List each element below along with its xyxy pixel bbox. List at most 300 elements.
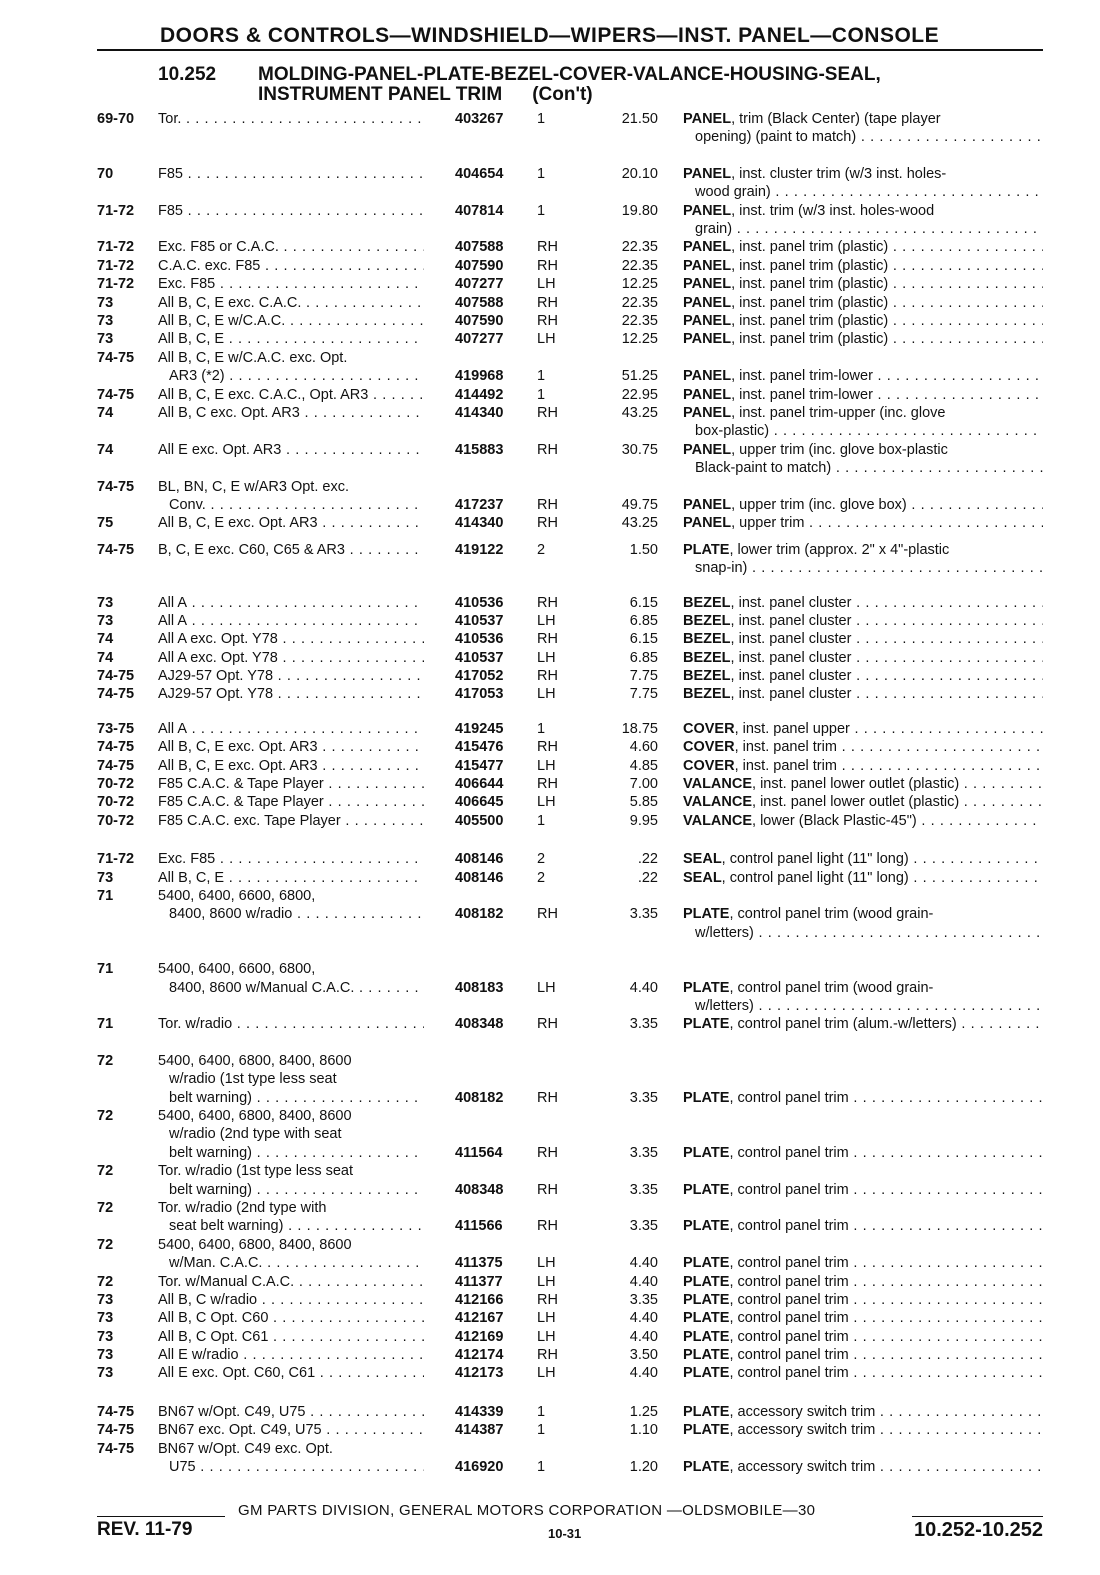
footer-rule-right [912, 1516, 1043, 1517]
model-years: 74-75 [97, 386, 135, 403]
description-text: control panel trim [737, 1181, 849, 1198]
part-entry [0, 1199, 1100, 1236]
description-text: control panel trim (alum.-w/letters) [737, 1016, 957, 1033]
description-text: Black-paint to match) [695, 460, 832, 477]
quantity: RH [537, 515, 558, 532]
application-line: Tor. w/Manual C.A.C. . . . [158, 1273, 424, 1291]
description-line: BEZEL, inst. panel cluster . . . [683, 667, 1043, 685]
part-entry [0, 685, 1100, 703]
price: 4.85 [629, 757, 658, 774]
price: 6.15 [629, 631, 658, 648]
description-text: upper trim (inc. glove box) [739, 496, 907, 513]
part-number: 412166 [455, 1291, 504, 1308]
description-line: SEAL, control panel light (11" long) . . . [683, 850, 1043, 868]
part-entry [0, 441, 1100, 478]
price: 21.50 [621, 111, 658, 127]
part-number: 406645 [455, 794, 504, 811]
price: .22 [637, 869, 658, 886]
application-line: All A . . . [158, 720, 424, 738]
description-line [683, 183, 1043, 201]
application [158, 1328, 424, 1346]
part-entry [0, 1015, 1100, 1033]
part-number: 410536 [455, 594, 504, 611]
price: 9.95 [629, 812, 658, 829]
quantity: LH [537, 757, 556, 774]
price: 20.10 [621, 165, 658, 182]
part-name: VALANCE [683, 776, 753, 793]
application [158, 649, 424, 667]
description-line: COVER, inst. panel upper . . . [683, 720, 1043, 738]
part-number: 407588 [455, 294, 504, 311]
part-name: PLATE [683, 1089, 730, 1106]
application [158, 514, 424, 532]
part-name: PLATE [683, 1310, 730, 1327]
model-years: 70-72 [97, 812, 135, 829]
model-years: 74 [97, 404, 114, 421]
application-line: B, C, E exc. C60, C65 & AR3 . . . [158, 541, 424, 559]
description [683, 1364, 1043, 1382]
price: 6.15 [629, 594, 658, 611]
description-line: PLATE, control panel trim . . . [683, 1328, 1043, 1346]
description-line: PLATE, accessory switch trim . . . [683, 1421, 1043, 1439]
description-line: PANEL, inst. panel trim (plastic) . . . [683, 294, 1043, 312]
application-line: Exc. F85 . . . [158, 850, 424, 868]
application-line: Tor. w/radio . . . [158, 1015, 424, 1033]
quantity: LH [537, 1365, 556, 1382]
price: 22.35 [621, 239, 658, 256]
description [683, 649, 1043, 667]
application-line: All A . . . [158, 594, 424, 612]
application [158, 404, 424, 422]
model-years: 74-75 [97, 1422, 135, 1439]
part-name: BEZEL [683, 668, 731, 685]
description-line: BEZEL, inst. panel cluster . . . [683, 594, 1043, 612]
application [158, 1403, 424, 1421]
description-line: PLATE, accessory switch trim . . . [683, 1458, 1043, 1476]
quantity: LH [537, 612, 556, 629]
part-name: PLATE [683, 1181, 730, 1198]
part-number: 410537 [455, 612, 504, 629]
application [158, 165, 424, 183]
price: 3.35 [629, 1016, 658, 1033]
price: 5.85 [629, 794, 658, 811]
description-text: accessory switch trim [737, 1422, 876, 1439]
model-years: 73 [97, 1310, 114, 1327]
application [158, 1291, 424, 1309]
part-entry [0, 110, 1100, 147]
description-line: PANEL, inst. panel trim-lower . . . [683, 367, 1043, 385]
application-line: w/radio (2nd type with seat [169, 1126, 342, 1143]
part-name: SEAL [683, 869, 722, 886]
description-text: inst. panel trim-lower [739, 368, 873, 385]
application [158, 349, 424, 386]
quantity: LH [537, 649, 556, 666]
part-number: 412169 [455, 1328, 504, 1345]
part-number: 407814 [455, 202, 504, 219]
application-line: BL, BN, C, E w/AR3 Opt. exc. [158, 478, 349, 495]
application-line: Tor. . . . [158, 110, 424, 128]
quantity: RH [537, 906, 558, 923]
price: 22.35 [621, 312, 658, 329]
description-text: accessory switch trim [737, 1403, 876, 1420]
section-number: 10.252 [158, 64, 217, 85]
description-text: lower trim (approx. 2" x 4"-plastic [737, 541, 950, 558]
model-years: 74-75 [97, 1440, 135, 1457]
application-line: All B, C, E exc. Opt. AR3 . . . [158, 738, 424, 756]
description-line: PANEL, inst. cluster trim (w/3 inst. holes- [683, 165, 947, 182]
application [158, 667, 424, 685]
application-line: w/radio (1st type less seat [169, 1071, 337, 1088]
description [683, 905, 1043, 942]
application-line: All E w/radio . . . [158, 1346, 424, 1364]
description-line: PLATE, control panel trim (wood grain- [683, 979, 934, 996]
part-name: PANEL [683, 257, 732, 274]
part-number: 414339 [455, 1403, 504, 1420]
quantity: LH [537, 1273, 556, 1290]
application-line: F85 . . . [158, 202, 424, 220]
description-text: inst. panel cluster [738, 631, 852, 648]
description [683, 496, 1043, 514]
model-years: 72 [97, 1236, 114, 1253]
application-line: 5400, 6400, 6600, 6800, [158, 887, 316, 904]
part-entry [0, 775, 1100, 793]
price: 3.35 [629, 906, 658, 923]
quantity: RH [537, 404, 558, 421]
description [683, 612, 1043, 630]
description [683, 330, 1043, 348]
application [158, 630, 424, 648]
part-number: 419245 [455, 720, 504, 737]
application-line: All A exc. Opt. Y78 . . . [158, 649, 424, 667]
part-number: 407588 [455, 239, 504, 256]
part-number: 408348 [455, 1181, 504, 1198]
application [158, 330, 424, 348]
description [683, 1144, 1043, 1162]
part-entry [0, 1328, 1100, 1346]
part-entry [0, 869, 1100, 887]
description-text: control panel trim [737, 1328, 849, 1345]
model-years: 71-72 [97, 202, 135, 219]
application-line: 5400, 6400, 6600, 6800, [158, 961, 316, 978]
page-number: 10-31 [548, 1526, 582, 1541]
model-years: 74-75 [97, 541, 135, 558]
quantity: RH [537, 496, 558, 513]
part-entry [0, 757, 1100, 775]
application-line: All B, C, E exc. C.A.C., Opt. AR3 . . . [158, 386, 424, 404]
description-text: grain) [695, 220, 733, 237]
price: 12.25 [621, 331, 658, 348]
description-line [683, 997, 1043, 1015]
description [683, 1089, 1043, 1107]
application-line: belt warning) . . . [158, 1181, 424, 1199]
part-entry [0, 1403, 1100, 1421]
description-text: control panel trim [737, 1310, 849, 1327]
quantity: 1 [537, 386, 546, 403]
part-entry [0, 541, 1100, 578]
description [683, 1217, 1043, 1235]
page-header-title: DOORS & CONTROLS—WINDSHIELD—WIPERS—INST. PANEL—CONSOLE [160, 24, 940, 47]
part-name: PLATE [683, 541, 730, 558]
description-text: inst. panel trim (plastic) [739, 294, 889, 311]
description-text: inst. panel trim (plastic) [739, 331, 889, 348]
description-text: inst. panel trim (plastic) [739, 276, 889, 293]
description [683, 812, 1043, 830]
description-text: inst. panel cluster [738, 686, 852, 703]
description-line: PANEL, trim (Black Center) (tape player [683, 111, 941, 127]
application-line: All B, C, E w/C.A.C. exc. Opt. [158, 349, 348, 366]
description-text: box-plastic) [695, 423, 770, 440]
description [683, 1421, 1043, 1439]
description-text: inst. panel trim-upper (inc. glove [739, 404, 946, 421]
description-line: BEZEL, inst. panel cluster . . . [683, 630, 1043, 648]
part-name: PLATE [683, 1347, 730, 1364]
quantity: RH [537, 312, 558, 329]
description-line: PLATE, control panel trim . . . [683, 1089, 1043, 1107]
part-name: PLATE [683, 979, 730, 996]
application-line: All A exc. Opt. Y78 . . . [158, 630, 424, 648]
description [683, 1458, 1043, 1476]
application-line: All E exc. Opt. AR3 . . . [158, 441, 424, 459]
part-entry [0, 630, 1100, 648]
description-line: PLATE, control panel trim . . . [683, 1217, 1043, 1235]
model-years: 71 [97, 961, 114, 978]
part-name: PLATE [683, 1365, 730, 1382]
part-name: BEZEL [683, 686, 731, 703]
price: 7.00 [629, 776, 658, 793]
description [683, 869, 1043, 887]
part-number: 406644 [455, 776, 504, 793]
part-entry [0, 312, 1100, 330]
continued-label: (Con't) [532, 84, 593, 105]
description [683, 1254, 1043, 1272]
part-number: 414340 [455, 515, 504, 532]
part-number: 415476 [455, 739, 504, 756]
part-number: 411377 [455, 1273, 503, 1290]
description-line: PANEL, inst. panel trim (plastic) . . . [683, 275, 1043, 293]
quantity: LH [537, 686, 556, 703]
price: 4.60 [629, 739, 658, 756]
model-years: 70-72 [97, 794, 135, 811]
part-name: VALANCE [683, 812, 753, 829]
price: 7.75 [629, 668, 658, 685]
quantity: 1 [537, 111, 546, 127]
part-entry [0, 1364, 1100, 1382]
description [683, 793, 1043, 811]
part-name: BEZEL [683, 631, 731, 648]
price: 4.40 [629, 1328, 658, 1345]
part-entry [0, 793, 1100, 811]
part-name: PLATE [683, 1016, 730, 1033]
model-years: 74-75 [97, 478, 135, 495]
price: 3.35 [629, 1144, 658, 1161]
description-text: inst. cluster trim (w/3 inst. holes- [739, 165, 947, 182]
description [683, 1291, 1043, 1309]
description-line [683, 422, 1043, 440]
application-line: F85 C.A.C. exc. Tape Player . . . [158, 812, 424, 830]
quantity: 2 [537, 541, 546, 558]
part-entry [0, 1052, 1100, 1107]
part-entry [0, 720, 1100, 738]
description-line: VALANCE, lower (Black Plastic-45") . . . [683, 812, 1043, 830]
model-years: 73 [97, 869, 114, 886]
quantity: RH [537, 1291, 558, 1308]
description [683, 110, 1043, 147]
application-line: All A . . . [158, 612, 424, 630]
description-text: inst. panel trim (plastic) [739, 257, 889, 274]
part-name: BEZEL [683, 649, 731, 666]
description-line: PANEL, inst. panel trim (plastic) . . . [683, 312, 1043, 330]
description [683, 1309, 1043, 1327]
part-name: COVER [683, 757, 735, 774]
description-text: inst. trim (w/3 inst. holes-wood [739, 202, 935, 219]
quantity: RH [537, 1144, 558, 1161]
part-number: 408146 [455, 851, 504, 868]
application-line: BN67 w/Opt. C49, U75 . . . [158, 1403, 424, 1421]
quantity: LH [537, 1255, 556, 1272]
description [683, 850, 1043, 868]
part-name: PLATE [683, 1218, 730, 1235]
part-name: COVER [683, 739, 735, 756]
price: .22 [637, 851, 658, 868]
description-text: inst. panel lower outlet (plastic) [760, 776, 960, 793]
model-years: 71-72 [97, 257, 135, 274]
application-line: All B, C, E . . . [158, 869, 424, 887]
application [158, 612, 424, 630]
description-text: snap-in) [695, 560, 748, 577]
quantity: 2 [537, 869, 546, 886]
part-entry [0, 1162, 1100, 1199]
part-number: 419122 [455, 541, 504, 558]
part-name: PLATE [683, 1255, 730, 1272]
application-line: belt warning) . . . [158, 1144, 424, 1162]
application [158, 793, 424, 811]
part-number: 408348 [455, 1016, 504, 1033]
description-line: SEAL, control panel light (11" long) . . . [683, 869, 1043, 887]
price: 43.25 [621, 515, 658, 532]
description [683, 404, 1043, 441]
part-number: 414492 [455, 386, 504, 403]
description-line: VALANCE, inst. panel lower outlet (plastic) . . . [683, 793, 1043, 811]
description-text: upper trim [739, 515, 805, 532]
model-years: 73 [97, 594, 114, 611]
section-title-text: INSTRUMENT PANEL TRIM [258, 84, 503, 105]
part-number: 405500 [455, 812, 504, 829]
description-line: PLATE, lower trim (approx. 2" x 4"-plastic [683, 541, 950, 558]
part-number: 412174 [455, 1347, 504, 1364]
description-line: PLATE, control panel trim . . . [683, 1309, 1043, 1327]
model-years: 71 [97, 1016, 114, 1033]
application [158, 1236, 424, 1273]
application [158, 294, 424, 312]
application-line: F85 . . . [158, 165, 424, 183]
application [158, 1052, 424, 1107]
part-name: PLATE [683, 1422, 730, 1439]
model-years: 73 [97, 331, 114, 348]
quantity: 1 [537, 1403, 546, 1420]
part-entry [0, 275, 1100, 293]
part-entry [0, 960, 1100, 1015]
description-text: inst. panel cluster [738, 612, 852, 629]
description-text: control panel trim [737, 1255, 849, 1272]
description [683, 1403, 1043, 1421]
model-years: 73 [97, 312, 114, 329]
description-text: control panel light (11" long) [729, 851, 909, 868]
description [683, 630, 1043, 648]
application [158, 1273, 424, 1291]
application [158, 1107, 424, 1162]
description-line: PANEL, inst. panel trim (plastic) . . . [683, 257, 1043, 275]
application-line: belt warning) . . . [158, 1089, 424, 1107]
application-line: 5400, 6400, 6800, 8400, 8600 [158, 1107, 352, 1124]
part-number: 411566 [455, 1218, 503, 1235]
part-name: PLATE [683, 1328, 730, 1345]
part-name: PANEL [683, 294, 732, 311]
description [683, 1015, 1043, 1033]
description-line: BEZEL, inst. panel cluster . . . [683, 612, 1043, 630]
application-line: 5400, 6400, 6800, 8400, 8600 [158, 1052, 352, 1069]
model-years: 73 [97, 1291, 114, 1308]
application [158, 685, 424, 703]
part-entry [0, 1421, 1100, 1439]
quantity: 2 [537, 851, 546, 868]
part-entry [0, 612, 1100, 630]
part-name: PANEL [683, 386, 732, 403]
part-number: 417053 [455, 686, 504, 703]
price: 3.35 [629, 1181, 658, 1198]
description-line: PLATE, control panel trim . . . [683, 1291, 1043, 1309]
application-line: 8400, 8600 w/radio . . . [158, 905, 424, 923]
application-line: Tor. w/radio (2nd type with [158, 1199, 327, 1216]
application [158, 541, 424, 559]
quantity: RH [537, 631, 558, 648]
description [683, 367, 1043, 385]
description-line: COVER, inst. panel trim . . . [683, 738, 1043, 756]
price: 4.40 [629, 1255, 658, 1272]
parts-list [0, 110, 1100, 1476]
description [683, 1328, 1043, 1346]
description-text: lower (Black Plastic-45") [760, 812, 917, 829]
description-line: PLATE, control panel trim . . . [683, 1346, 1043, 1364]
model-years: 74-75 [97, 349, 135, 366]
model-years: 74-75 [97, 686, 135, 703]
description [683, 775, 1043, 793]
description-line: COVER, inst. panel trim . . . [683, 757, 1043, 775]
description-line [683, 220, 1043, 238]
part-name: PANEL [683, 239, 732, 256]
part-number: 408182 [455, 1089, 504, 1106]
description-line: PANEL, inst. panel trim (plastic) . . . [683, 330, 1043, 348]
part-number: 410536 [455, 631, 504, 648]
part-entry [0, 1236, 1100, 1273]
description-text: inst. panel trim (plastic) [739, 239, 889, 256]
price: 3.35 [629, 1218, 658, 1235]
part-name: PANEL [683, 111, 732, 127]
application-line: seat belt warning) . . . [158, 1217, 424, 1235]
footer-division: GM PARTS DIVISION, GENERAL MOTORS CORPORATION —OLDSMOBILE—30 [238, 1502, 816, 1519]
description-text: control panel light (11" long) [729, 869, 909, 886]
description [683, 685, 1043, 703]
price: 7.75 [629, 686, 658, 703]
model-years: 73 [97, 1328, 114, 1345]
application-line: All E exc. Opt. C60, C61 . . . [158, 1364, 424, 1382]
application-line: BN67 exc. Opt. C49, U75 . . . [158, 1421, 424, 1439]
part-entry [0, 1346, 1100, 1364]
description-line: BEZEL, inst. panel cluster . . . [683, 649, 1043, 667]
price: 22.35 [621, 294, 658, 311]
part-entry [0, 887, 1100, 942]
description-line: PLATE, control panel trim . . . [683, 1181, 1043, 1199]
part-number: 407277 [455, 276, 504, 293]
